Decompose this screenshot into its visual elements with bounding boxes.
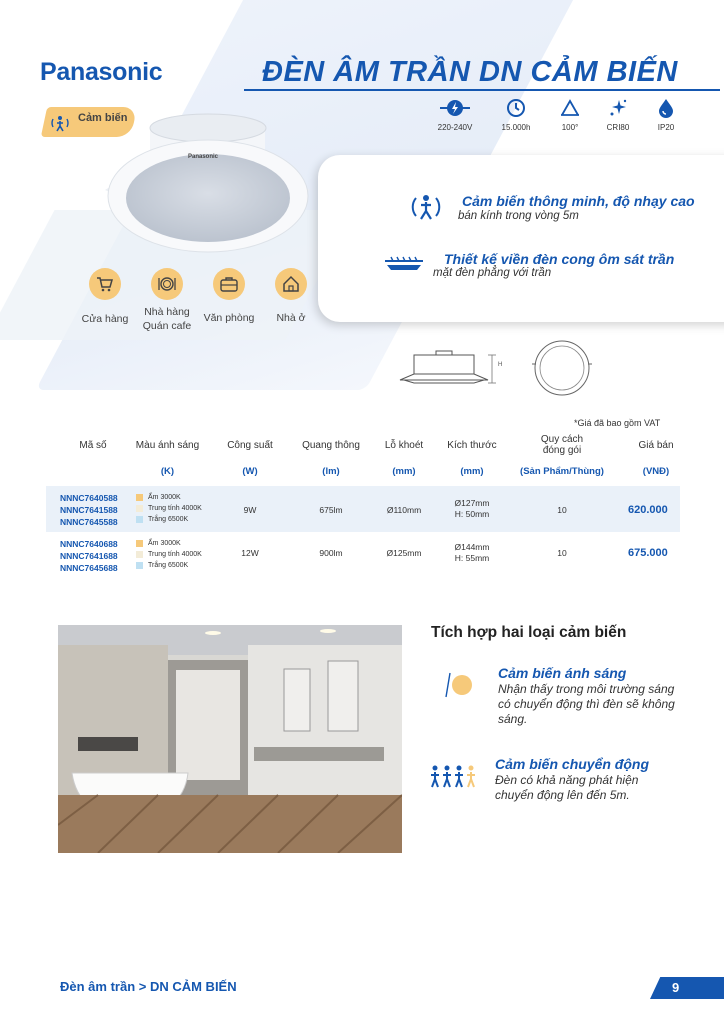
product-code: NNNC7640688 (60, 539, 118, 549)
row2-price: 675.000 (628, 547, 668, 559)
title-underline (244, 89, 720, 91)
product-code: NNNC7645588 (60, 517, 118, 527)
row2-lumen: 900lm (319, 548, 343, 558)
color-option (136, 492, 202, 503)
color-label: Trắng 6500K (148, 562, 189, 569)
color-option (136, 503, 202, 514)
motion-sensor-badge-icon (50, 113, 70, 133)
plate-cutlery-icon (151, 268, 183, 300)
color-label: Ấm 3000K (148, 494, 181, 501)
cool-swatch (136, 516, 143, 523)
row2-codes (60, 538, 118, 574)
application-restaurant-label: Nhà hàng Quán cafe (142, 306, 192, 332)
height-dimension-label: H (498, 362, 503, 368)
product-code: NNNC7641588 (60, 505, 118, 515)
product-code: NNNC7645688 (60, 563, 118, 573)
color-label: Ấm 3000K (148, 540, 181, 547)
unit-color: (K) (160, 466, 175, 477)
light-sensor-text: Nhận thấy trong môi trường sáng có chuyển động thì đèn sẽ không sáng. (498, 682, 675, 726)
color-option (136, 560, 202, 571)
light-sensor-icon (430, 670, 474, 705)
row1-pack: 10 (557, 505, 567, 515)
page-number: 9 (672, 980, 680, 995)
col-header-power: Công suất (227, 440, 273, 451)
warm-swatch (136, 540, 143, 547)
application-office (196, 268, 262, 325)
spec-ip (636, 96, 696, 132)
color-option (136, 549, 202, 560)
row1-colors (136, 492, 202, 525)
side-dimension-diagram (396, 350, 506, 395)
row2-cutout: Ø125mm (386, 548, 422, 558)
briefcase-icon (213, 268, 245, 300)
col-header-pack: Quy cách đóng gói (540, 434, 584, 456)
feature-design-title: Thiết kế viền đèn cong ôm sát trần (444, 251, 675, 267)
spec-lifetime (486, 96, 546, 132)
bathroom-photo (58, 625, 402, 853)
product-code: NNNC7641688 (60, 551, 118, 561)
page-number-box (650, 977, 724, 999)
row1-size: Ø127mm H: 50mm (454, 498, 490, 519)
svg-text:Panasonic: Panasonic (188, 154, 219, 160)
row1-codes (60, 492, 118, 528)
row1-power: 9W (243, 505, 257, 515)
cool-swatch (136, 562, 143, 569)
application-home-label: Nhà ở (276, 312, 306, 324)
footer-breadcrumb: Đèn âm trần > DN CẢM BIẾN (60, 979, 237, 994)
col-header-code: Mã số (79, 440, 107, 451)
light-sensor-title: Cảm biến ánh sáng (498, 665, 627, 681)
unit-cutout: (mm) (392, 466, 416, 477)
row1-price: 620.000 (628, 504, 668, 516)
feature-design-subtitle: mặt đèn phẳng với trần (433, 267, 552, 279)
color-option (136, 538, 202, 549)
col-header-price: Giá bán (638, 440, 674, 451)
col-header-size: Kích thước (447, 440, 497, 451)
house-icon (275, 268, 307, 300)
top-dimension-diagram (530, 338, 594, 403)
warm-swatch (136, 494, 143, 501)
color-label: Trắng 6500K (148, 516, 189, 523)
color-label: Trung tính 4000K (148, 551, 202, 558)
application-restaurant (134, 268, 200, 333)
feature-sensor-subtitle: bán kính trong vòng 5m (458, 210, 579, 222)
application-home (258, 268, 324, 325)
unit-pack: (Sản Phẩm/Thùng) (520, 466, 604, 477)
water-drop-icon (636, 96, 696, 120)
shopping-cart-icon (89, 268, 121, 300)
row2-size: Ø144mm H: 55mm (454, 542, 490, 563)
row1-lumen: 675lm (319, 505, 343, 515)
sensor-section-title: Tích hợp hai loại cảm biến (431, 624, 627, 641)
color-option (136, 514, 202, 525)
power-plug-icon (425, 96, 485, 120)
product-code: NNNC7640588 (60, 493, 118, 503)
motion-sensor-text: Đèn có khả năng phát hiện chuyển động lên đến 5m. (495, 773, 639, 802)
col-header-cutout: Lỗ khoét (384, 440, 424, 451)
motion-sensor-icon (411, 190, 441, 229)
brand-logo: Panasonic (40, 58, 163, 86)
row2-power: 12W (241, 548, 259, 558)
unit-power: (W) (242, 466, 258, 477)
feature-card (318, 155, 724, 322)
spec-ip-label: IP20 (657, 123, 675, 132)
feature-sensor-title: Cảm biến thông minh, độ nhạy cao (462, 193, 695, 209)
spec-lifetime-label: 15.000h (501, 123, 531, 132)
clock-icon (486, 96, 546, 120)
application-office-label: Văn phòng (203, 312, 255, 324)
neutral-swatch (136, 551, 143, 558)
unit-size: (mm) (460, 466, 484, 477)
motion-people-icon (430, 764, 480, 795)
spec-voltage-label: 220-240V (437, 123, 473, 132)
col-header-color: Màu ánh sáng (135, 440, 200, 451)
sensor-badge-label: Cảm biến (78, 112, 128, 124)
unit-lumen: (lm) (322, 466, 340, 477)
application-store (72, 268, 138, 326)
vat-note: *Giá đã bao gồm VAT (574, 418, 661, 428)
neutral-swatch (136, 505, 143, 512)
ceiling-edge-icon (383, 255, 425, 280)
motion-sensor-title: Cảm biến chuyển động (495, 756, 650, 772)
unit-price: (VNĐ) (642, 466, 670, 477)
row1-cutout: Ø110mm (386, 505, 422, 515)
spec-cri-label: CRI80 (606, 123, 630, 132)
color-label: Trung tính 4000K (148, 505, 202, 512)
application-store-label: Cửa hàng (81, 313, 129, 325)
page-title: ĐÈN ÂM TRẦN DN CẢM BIẾN (262, 56, 678, 88)
spec-voltage (425, 96, 485, 132)
col-header-lumen: Quang thông (302, 440, 360, 451)
spec-beam-angle-label: 100° (561, 123, 579, 132)
product-image-downlight (100, 108, 315, 263)
row2-pack: 10 (557, 548, 567, 558)
row2-colors (136, 538, 202, 571)
